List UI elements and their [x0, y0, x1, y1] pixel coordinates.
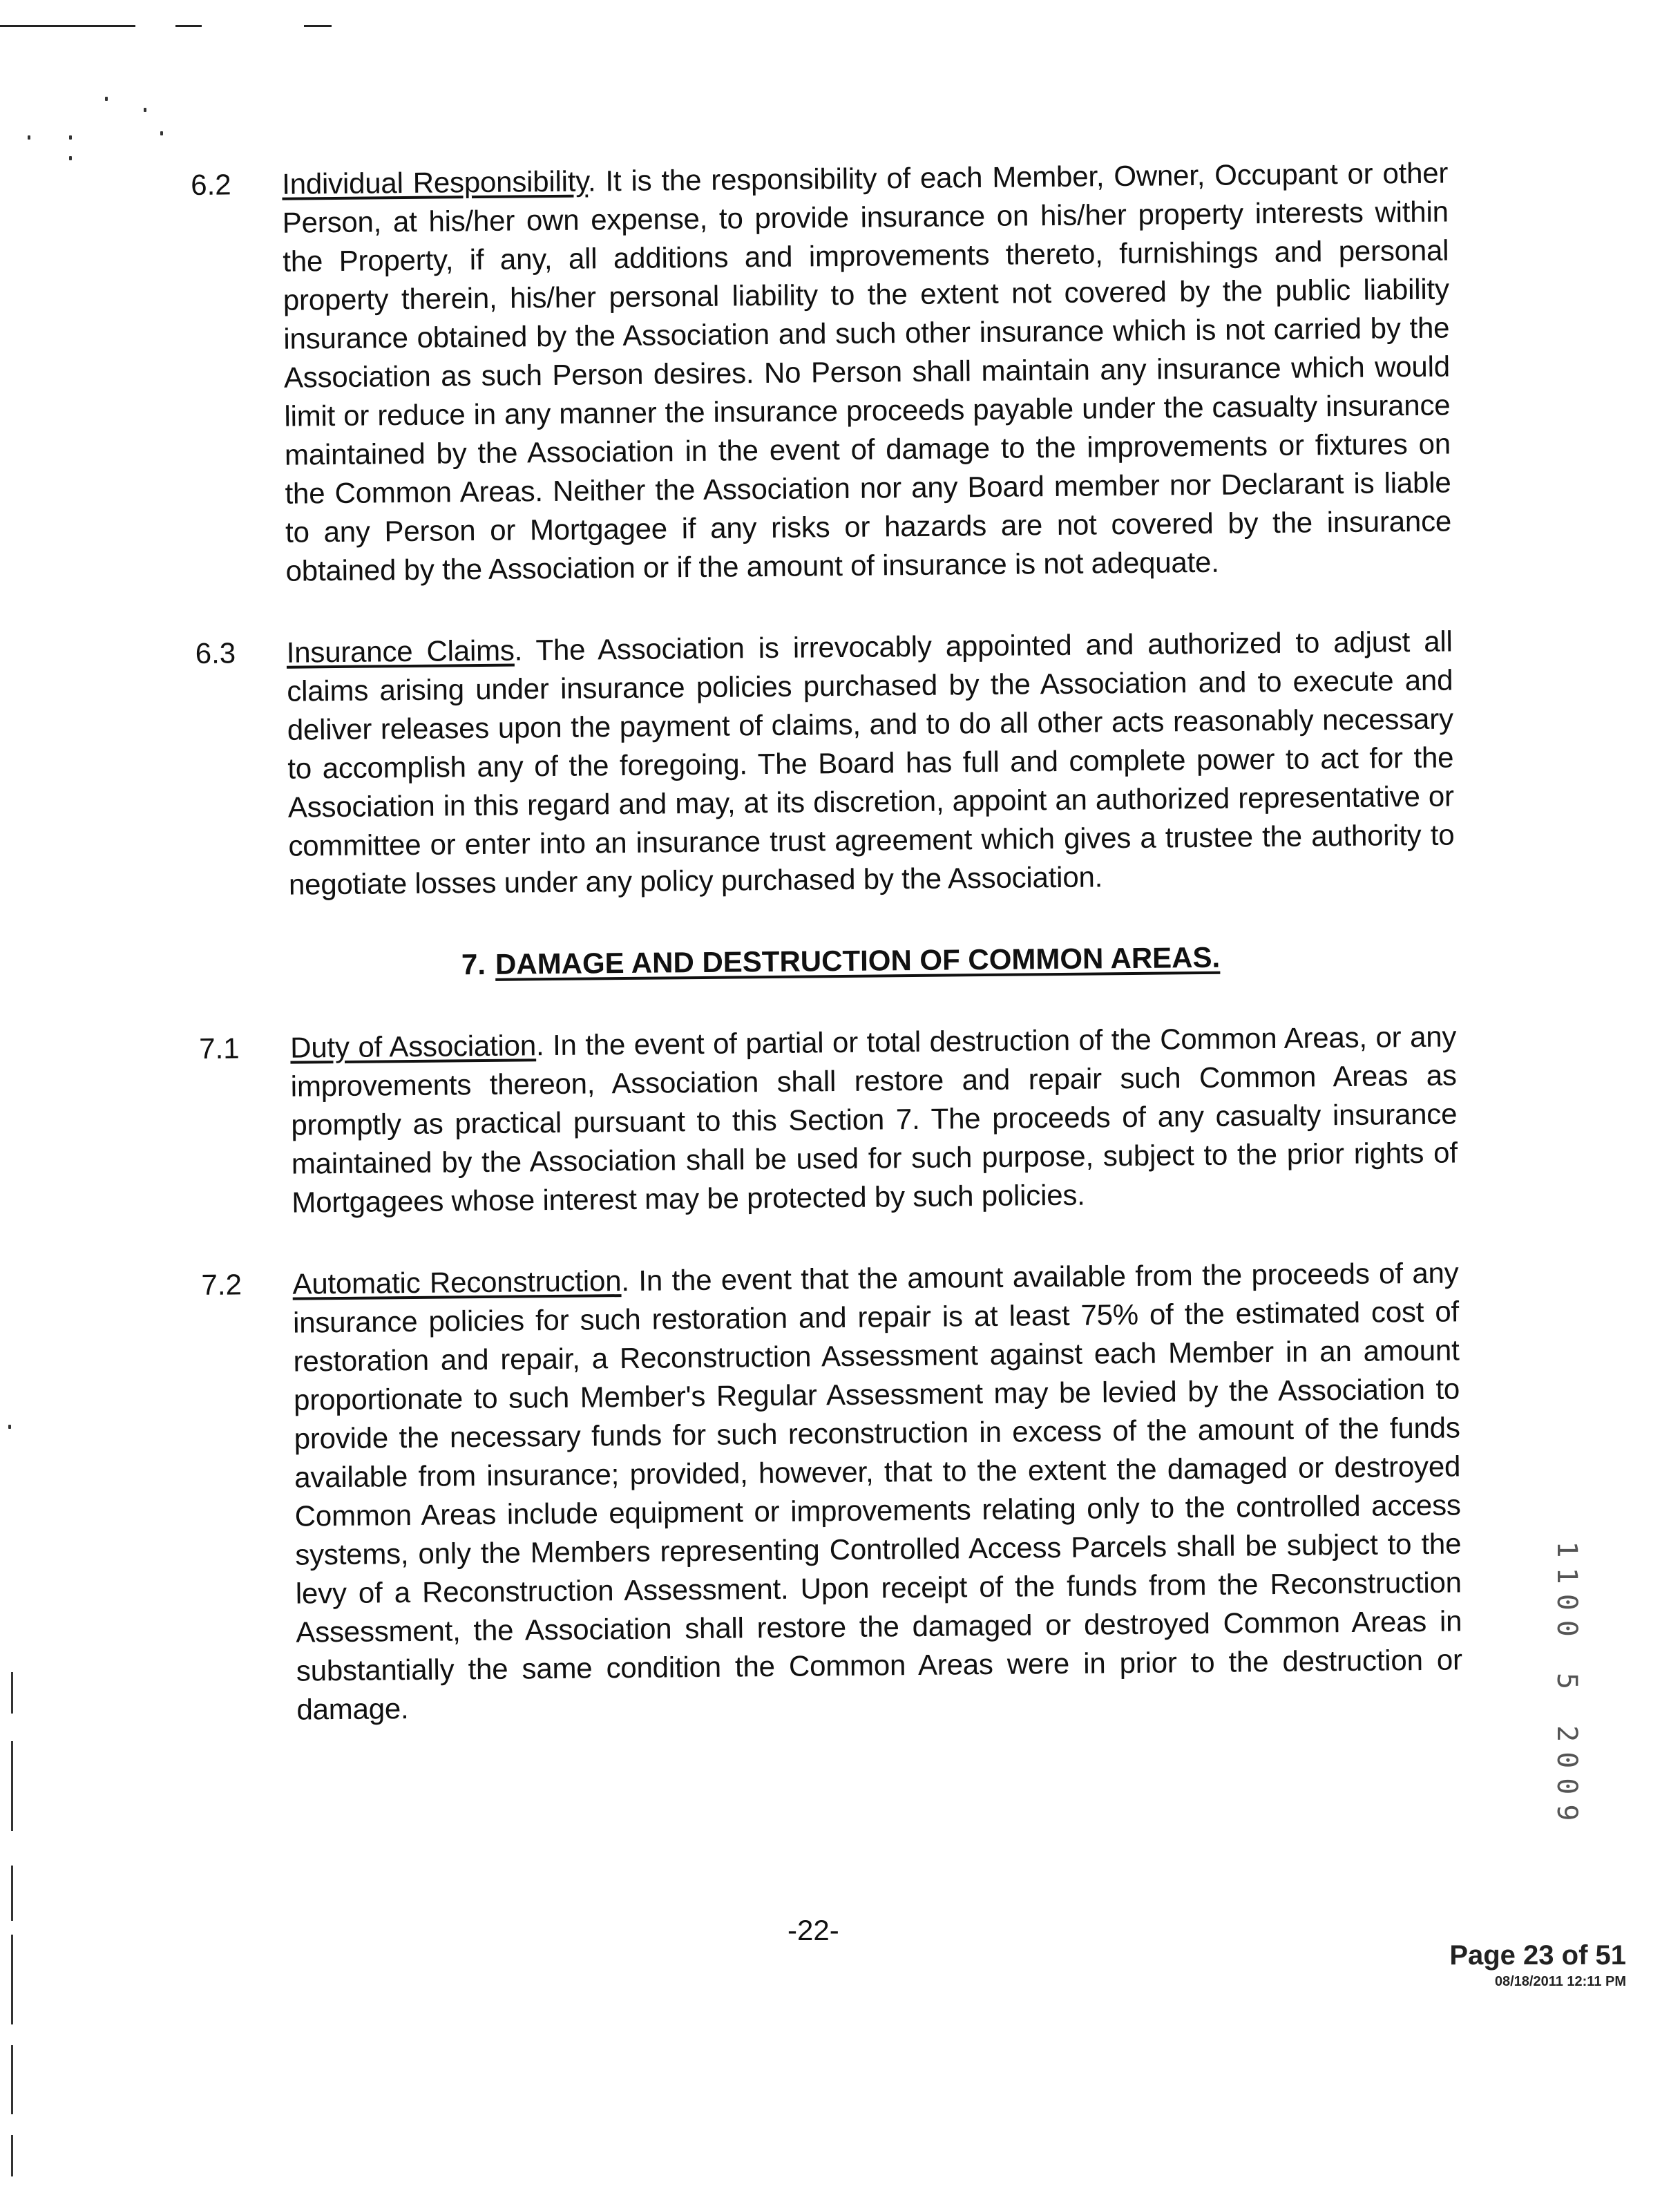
- section-number: 7.2: [201, 1268, 242, 1301]
- section-number: 6.2: [191, 168, 231, 201]
- section-text: . In the event of partial or total destruction of the Common Areas, or any improvements thereon, Association shall restore and repair such Common Areas as promptly as practical pursuant to this Section 7. The proceeds of any casualty insurance maintained by the Association shall be used for such purpose, subject to the prior rights of Mortgagees whose interest may be protected by such policies.: [290, 1020, 1458, 1219]
- section-paragraph: [292, 1253, 1462, 1729]
- scan-speck: [144, 108, 146, 112]
- section-title: Individual Responsibility: [282, 164, 589, 200]
- section-title: Duty of Association: [290, 1029, 537, 1064]
- section-paragraph: [287, 622, 1455, 904]
- timestamp: 08/18/2011 12:11 PM: [1494, 1974, 1626, 1989]
- section-text: . In the event that the amount available from the proceeds of any insurance policies for such restoration and repair is at least 75% of the estimated cost of restoration and repair, a Reconstruction Assessment against each Member in an amount proportionate to such Member's Regular Assessment may be levied by the Association to provide the necessary funds for such reconstruction in excess of the amount of the funds available from insurance; provided, however, that to the extent the damaged or destroyed Common Areas include equipment or improvements relating only to the controlled access systems, only the Members representing Controlled Access Parcels shall be subject to the levy of a Reconstruction Assessment. Upon receipt of the funds from the Reconstruction Assessment, the Association shall restore the damaged or destroyed Common Areas in substantially the same condition the Common Areas were in prior to the destruction or damage.: [292, 1256, 1463, 1726]
- recording-number: 1100 5 2009: [1551, 1541, 1583, 1831]
- section-title: Insurance Claims: [286, 634, 515, 669]
- section-6-2: [191, 154, 1452, 591]
- section-text: . It is the responsibility of each Member, Owner, Occupant or other Person, at his/her own expense, to provide insurance on his/her property interests within the Property, if any, all additions and improvements thereto, furnishings and personal property therein, his/her personal liability to the extent not covered by the public liability insurance obtained by the Association and such other insurance which is not carried by the Association as such Person desires. No Person shall maintain any insurance which would limit or reduce in any manner the insurance proceeds payable under the casualty insurance maintained by the Association in the event of damage to the improvements or fixtures on the Common Areas. Neither the Association nor any Board member nor Declarant is liable to any Person or Mortgagee if any risks or hazards are not covered by the insurance obtained by the Association or if the amount of insurance is not adequate.: [282, 156, 1452, 587]
- page-number: -22-: [788, 1914, 839, 1946]
- section-number: 7.1: [199, 1032, 240, 1065]
- section-paragraph: [290, 1017, 1458, 1222]
- scan-speck: [105, 97, 108, 101]
- margin-mark: [11, 1741, 13, 1831]
- margin-mark: [11, 1672, 13, 1714]
- scan-speck: [28, 135, 30, 140]
- scan-line-artifact: [175, 25, 202, 27]
- scan-line-artifact: [304, 25, 332, 27]
- section-number: 6.3: [195, 636, 236, 670]
- margin-mark: [11, 2045, 13, 2114]
- article-number: 7.: [461, 947, 486, 981]
- page-of-label: Page 23 of 51: [1449, 1940, 1626, 1971]
- margin-mark: [11, 2135, 13, 2176]
- scan-speck: [69, 135, 72, 140]
- section-paragraph: [282, 154, 1452, 591]
- section-7-2: [201, 1253, 1462, 1729]
- margin-mark: [11, 1935, 13, 2024]
- scan-speck: [8, 1425, 11, 1429]
- section-7-1: [199, 1017, 1458, 1222]
- scan-speck: [69, 156, 72, 160]
- scan-speck: [160, 131, 163, 135]
- section-text: . The Association is irrevocably appointed and authorized to adjust all claims arising under insurance policies purchased by the Association and to execute and deliver releases upon the payment of claims, and to do all other acts reasonably necessary to accomplish any of the foregoing. The Board has full and complete power to act for the Association in this regard and may, at its discretion, appoint an authorized representative or committee or enter into an insurance trust agreement which gives a trustee the authority to negotiate losses under any policy purchased by the Association.: [287, 625, 1455, 901]
- scan-line-artifact: [0, 25, 135, 27]
- section-6-3: [195, 622, 1455, 904]
- document-body: [191, 154, 1463, 1773]
- recording-stamp: [1553, 1513, 1581, 1859]
- section-title: Automatic Reconstruction: [292, 1264, 622, 1300]
- page-stamp: [1449, 1939, 1626, 1991]
- article-title: DAMAGE AND DESTRUCTION OF COMMON AREAS.: [495, 940, 1221, 980]
- article-heading: [198, 936, 1455, 986]
- margin-mark: [11, 1866, 13, 1921]
